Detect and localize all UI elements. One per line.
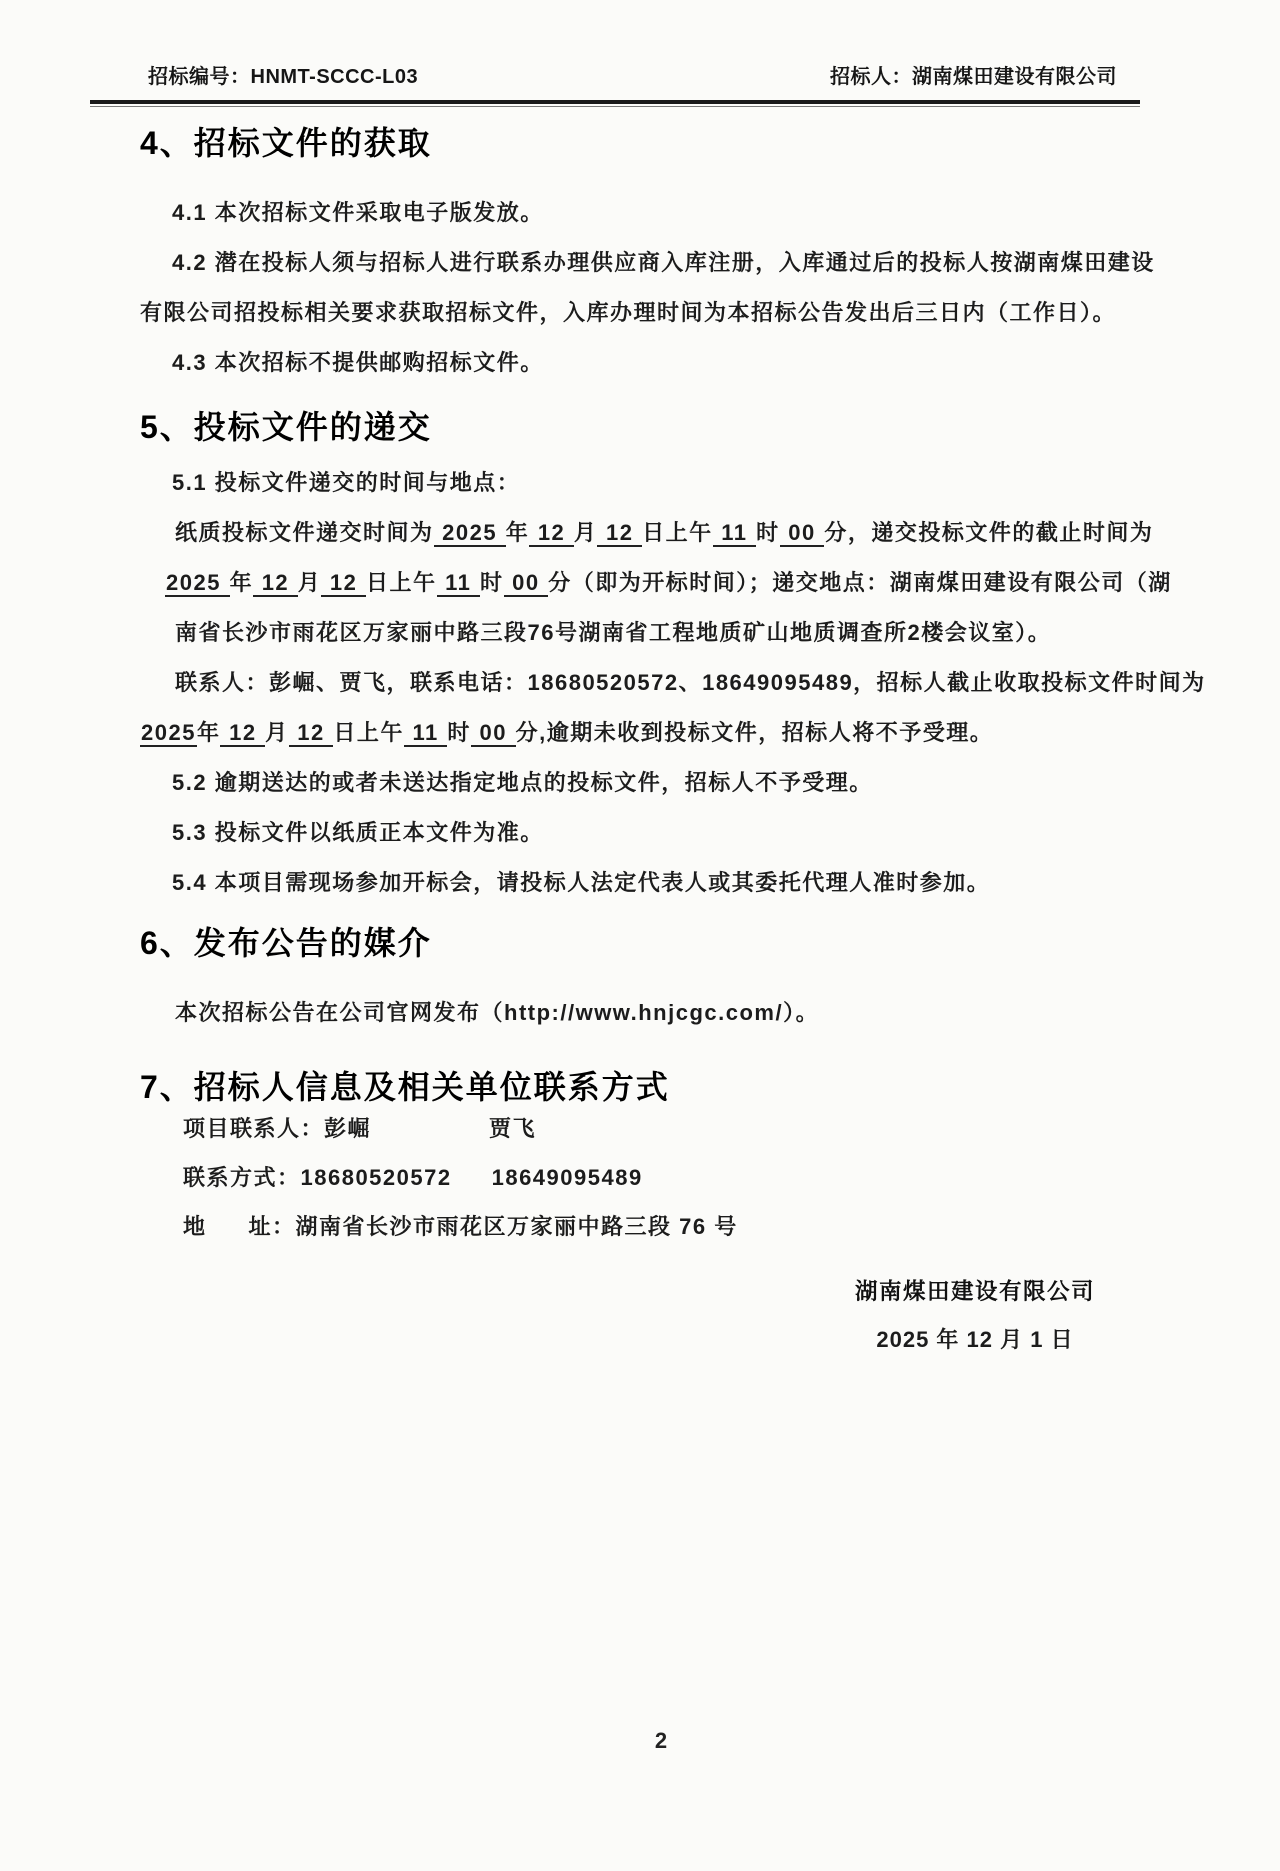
underlined-value: 11	[437, 570, 479, 595]
text-run: 日上午	[366, 570, 437, 595]
section-bid-submission	[0, 404, 1280, 908]
text-line	[175, 658, 1220, 708]
text-run: 南省长沙市雨花区万家丽中路三段76号湖南省工程地质矿山地质调查所2楼会议室）。	[175, 620, 1052, 645]
header-rule-thin	[90, 106, 1140, 107]
underlined-value: 2025	[434, 520, 505, 545]
signature-company: 湖南煤田建设有限公司	[854, 1279, 1095, 1304]
text-line	[172, 238, 1220, 288]
text-run: 月	[573, 520, 598, 545]
header-rule-thick	[90, 100, 1140, 104]
text-line	[183, 1153, 1220, 1202]
underlined-value: 12	[221, 720, 265, 745]
underlined-value: 00	[504, 570, 548, 595]
text-line	[183, 1104, 1220, 1153]
text-run: 月	[297, 570, 322, 595]
section-body	[140, 188, 1220, 388]
section-obtaining-documents	[0, 120, 1280, 388]
underlined-value: 12	[289, 720, 333, 745]
text-line	[175, 608, 1220, 658]
text-line	[172, 458, 1220, 508]
underlined-value: 2025	[166, 570, 229, 595]
section-contact-info	[0, 1064, 1280, 1251]
underlined-value: 00	[471, 720, 515, 745]
text-run: 有限公司招投标相关要求获取招标文件，入库办理时间为本招标公告发出后三日内（工作日）。	[140, 300, 1117, 325]
underlined-value: 12	[322, 570, 365, 595]
text-run: 本次招标公告在公司官网发布（http://www.hnjcgc.com/）。	[175, 1000, 820, 1025]
text-run: 日上午	[642, 520, 713, 545]
text-run: 纸质投标文件递交时间为	[175, 520, 434, 545]
text-run: 年	[196, 720, 221, 745]
text-run: 联系人：彭崛、贾飞，联系电话：18680520572、18649095489，招标人截止收取投标文件时间为	[175, 670, 1206, 695]
section-body	[140, 458, 1220, 908]
signature-block	[855, 1275, 1095, 1357]
text-run: 联系方式：18680520572	[183, 1165, 452, 1190]
text-run: 4.1 本次招标文件采取电子版发放。	[172, 200, 544, 225]
text-run: 月	[265, 720, 289, 745]
section-announcement-media	[0, 920, 1280, 1038]
section-heading: 6、发布公告的媒介	[140, 925, 432, 961]
section-heading: 5、投标文件的递交	[140, 409, 432, 445]
text-line	[140, 708, 1220, 758]
text-line	[175, 508, 1220, 558]
tender-number: 招标编号：HNMT-SCCC-L03	[148, 66, 419, 88]
text-run: 贾飞	[489, 1116, 537, 1141]
text-run: 5.3 投标文件以纸质正本文件为准。	[172, 820, 544, 845]
text-run: 18649095489	[491, 1165, 643, 1190]
text-line	[172, 758, 1220, 808]
signature-date: 2025 年 12 月 1 日	[876, 1327, 1074, 1352]
text-run: 分（即为开标时间）；递交地点：湖南煤田建设有限公司（湖	[548, 570, 1172, 595]
text-run: 项目联系人：彭崛	[183, 1116, 372, 1141]
section-heading: 4、招标文件的获取	[140, 125, 432, 161]
text-run: 日上午	[333, 720, 404, 745]
section-heading: 7、招标人信息及相关单位联系方式	[140, 1069, 670, 1105]
text-run: 时	[480, 570, 504, 595]
text-line	[183, 1202, 1220, 1251]
text-run: 4.2 潜在投标人须与招标人进行联系办理供应商入库注册，入库通过后的投标人按湖南煤田建设	[172, 250, 1155, 275]
text-run: 5.2 逾期送达的或者未送达指定地点的投标文件，招标人不予受理。	[172, 770, 873, 795]
underlined-value: 11	[713, 520, 756, 545]
text-run: 时	[447, 720, 471, 745]
text-run: 4.3 本次招标不提供邮购招标文件。	[172, 350, 544, 375]
text-run: 址：湖南省长沙市雨花区万家丽中路三段 76 号	[248, 1214, 738, 1239]
text-run: 分,逾期未收到投标文件，招标人将不予受理。	[515, 720, 994, 745]
text-line	[172, 188, 1220, 238]
tenderer-name: 招标人：湖南煤田建设有限公司	[830, 66, 1117, 88]
text-run: 5.1 投标文件递交的时间与地点：	[172, 470, 521, 495]
text-run: 年	[229, 570, 254, 595]
text-line	[175, 988, 1220, 1038]
text-run: 地	[183, 1214, 207, 1239]
text-line	[172, 338, 1220, 388]
section-body	[140, 988, 1220, 1038]
underlined-value: 12	[598, 520, 642, 545]
text-line	[165, 558, 1220, 608]
section-body	[140, 1104, 1220, 1251]
text-run: 年	[505, 520, 530, 545]
underlined-value: 11	[404, 720, 447, 745]
text-run: 分，递交投标文件的截止时间为	[824, 520, 1154, 545]
text-run: 时	[756, 520, 780, 545]
text-line	[140, 288, 1220, 338]
text-line	[172, 808, 1220, 858]
underlined-value: 12	[254, 570, 297, 595]
underlined-value: 12	[530, 520, 573, 545]
underlined-value: 00	[780, 520, 824, 545]
page-header	[0, 0, 1280, 90]
underlined-value: 2025	[141, 720, 196, 745]
text-line	[172, 858, 1220, 908]
text-run: 5.4 本项目需现场参加开标会，请投标人法定代表人或其委托代理人准时参加。	[172, 870, 991, 895]
page-number: 2	[654, 1728, 668, 1753]
